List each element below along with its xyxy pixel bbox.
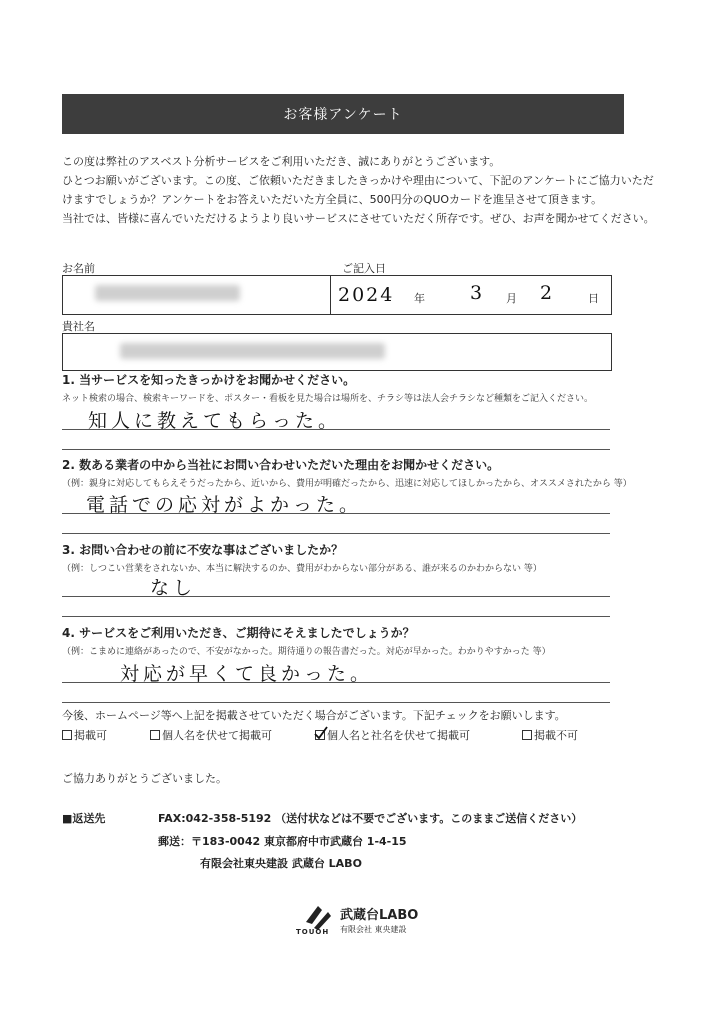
answer-line [62,533,610,534]
checkmark-icon [314,726,328,740]
checkbox[interactable] [150,730,160,740]
intro-line-4: 当社では、皆様に喜んでいただけるようより良いサービスにさせていただく所存です。ぜひ、お声を聞かせてください。 [62,212,655,225]
intro-line-1: この度は弊社のアスベスト分析サービスをご利用いただき、誠にありがとうございます。 [62,155,501,168]
survey-title: お客様アンケート [283,107,403,123]
answer-line [62,616,610,617]
checkbox[interactable] [522,730,532,740]
intro-line-2: ひとつお願いがございます。この度、ご依頼いただきましたきっかけや理由について、下記のアンケートにご協力いただ [62,174,654,187]
date-year-unit: 年 [414,292,425,305]
thanks-text: ご協力ありがとうございました。 [62,772,227,785]
redacted-name [95,285,240,301]
fax-line: FAX:042-358-5192 （送付状などは不要でございます。このままご送信ください） [158,812,583,825]
question-3-answer: なし [150,577,197,599]
return-label: ■返送先 [62,812,106,825]
survey-title-bar [62,94,624,134]
redacted-company [120,343,385,359]
answer-line [62,682,610,683]
logo-mark-text: TOUOH [296,928,330,936]
checkbox[interactable] [62,730,72,740]
logo-brand: 武蔵台LABO [340,908,419,923]
company-name-line: 有限会社東央建設 武蔵台 LABO [200,857,362,870]
question-4-hint: （例：こまめに連絡があったので、不安がなかった。期待通りの報告書だった。対応が早かった。わかりやすかった 等） [62,647,551,657]
answer-line [62,702,610,703]
question-2-hint: （例：親身に対応してもらえそうだったから、近いから、費用が明確だったから、迅速に対応してほしかったから、オススメされたから 等） [62,479,632,489]
publish-consent-text: 今後、ホームページ等へ上記を掲載させていただく場合がございます。下記チェックをお願いします。 [62,709,566,722]
date-label: ご記入日 [342,262,386,275]
checkbox-checked[interactable] [315,730,325,740]
date-month-value: 3 [470,282,487,304]
name-date-divider [330,276,331,314]
answer-line [62,429,610,430]
answer-line [62,596,610,597]
question-1-title: 1. 当サービスを知ったきっかけをお聞かせください。 [62,373,356,387]
question-2-answer: 電話での応対がよかった。 [86,494,363,516]
mail-address: 郵送：〒183-0042 東京都府中市武蔵台 1-4-15 [158,835,407,848]
answer-line [62,513,610,514]
question-2-title: 2. 数ある業者の中から当社にお問い合わせいただいた理由をお聞かせください。 [62,458,500,472]
option-publish-hide-name-company[interactable]: 個人名と社名を伏せて掲載可 [315,727,470,743]
logo-sub: 有限会社 東央建設 [340,925,407,934]
date-day-value: 2 [540,282,557,304]
company-label: 貴社名 [62,320,95,333]
option-publish-hide-name[interactable]: 個人名を伏せて掲載可 [150,727,272,743]
question-3-title: 3. お問い合わせの前に不安な事はございましたか？ [62,543,344,557]
date-day-unit: 日 [588,292,599,305]
question-3-hint: （例：しつこい営業をされないか、本当に解決するのか、費用がわからない部分がある、誰が来るのかわからない 等） [62,564,542,574]
name-label: お名前 [62,262,95,275]
date-month-unit: 月 [506,292,517,305]
question-1-hint: ネット検索の場合、検索キーワードを、ポスター・看板を見た場合は場所を、チラシ等は法人会チラシなど種類をご記入ください。 [62,394,594,404]
option-publish-ok[interactable]: 掲載可 [62,727,107,743]
question-1-answer: 知人に教えてもらった。 [88,410,342,432]
option-publish-no[interactable]: 掲載不可 [522,727,578,743]
question-4-answer: 対応が早くて良かった。 [120,663,374,685]
intro-line-3: けますでしょうか？アンケートをお答えいただいた方全員に、500円分のQUOカードを進呈させて頂きます。 [62,193,603,206]
date-year-value: 2024 [338,284,395,306]
question-4-title: 4. サービスをご利用いただき、ご期待にそえましたでしょうか？ [62,626,415,640]
answer-line [62,449,610,450]
